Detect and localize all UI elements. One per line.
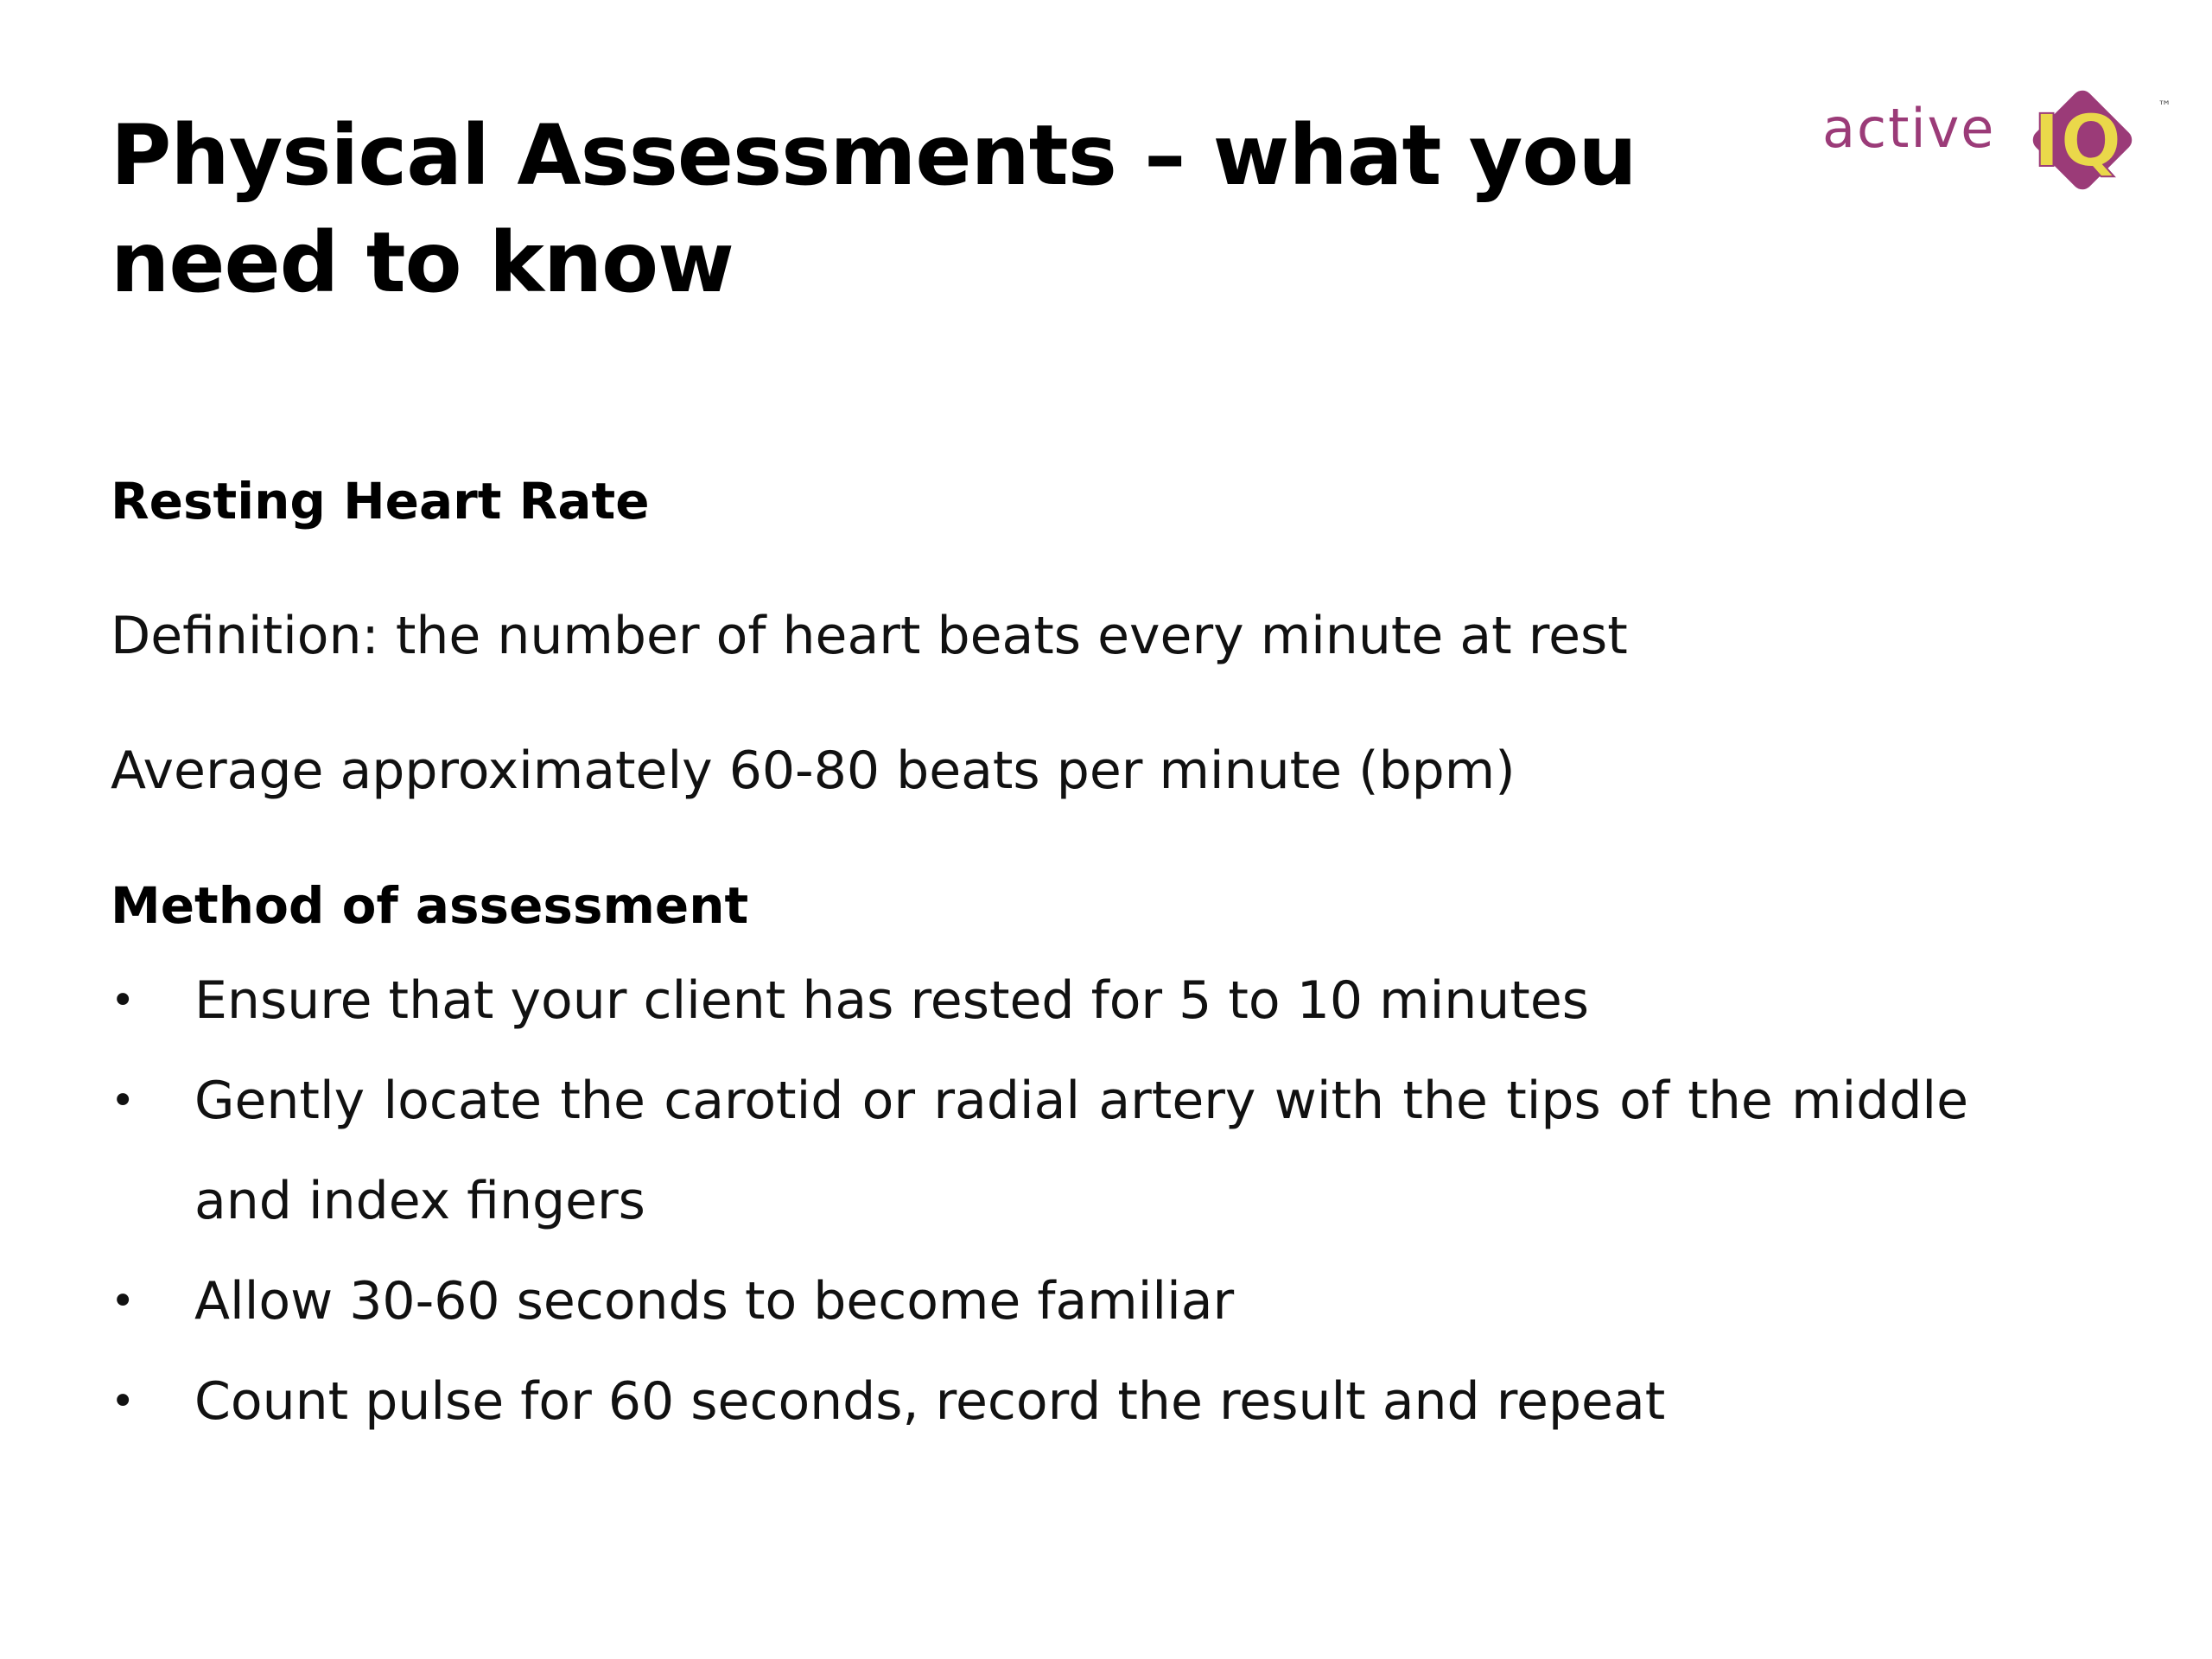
logo-trademark: ™ (2158, 98, 2171, 114)
section-heading: Resting Heart Rate (111, 472, 650, 531)
bullet-icon: • (111, 1077, 136, 1125)
list-item (111, 1051, 1968, 1251)
list-item-text: Ensure that your client has rested for 5 to 10 minutes (194, 970, 1589, 1031)
bullet-icon: • (111, 1377, 136, 1426)
list-item (111, 950, 1968, 1051)
list-item-text: Gently locate the carotid or radial artery with the tips of the middle and index fingers (194, 1071, 1968, 1231)
list-item (111, 1251, 1968, 1351)
average-text: Average approximately 60-80 beats per minute (bpm) (111, 741, 1516, 801)
logo-text: active (1822, 97, 1996, 160)
logo-mark: IQ (2033, 99, 2122, 183)
active-iq-logo-icon (1819, 79, 2182, 209)
bullet-icon: • (111, 976, 136, 1025)
list-item (111, 1351, 1968, 1452)
slide-title: Physical Assessments – what you need to know (111, 107, 1637, 311)
definition-text: Definition: the number of heart beats every minute at rest (111, 606, 1628, 666)
method-steps-list (111, 950, 1968, 1452)
bullet-icon: • (111, 1277, 136, 1325)
method-heading: Method of assessment (111, 876, 749, 935)
active-iq-logo (1819, 79, 2182, 209)
list-item-text: Allow 30-60 seconds to become familiar (194, 1271, 1235, 1332)
list-item-text: Count pulse for 60 seconds, record the result and repeat (194, 1371, 1666, 1432)
